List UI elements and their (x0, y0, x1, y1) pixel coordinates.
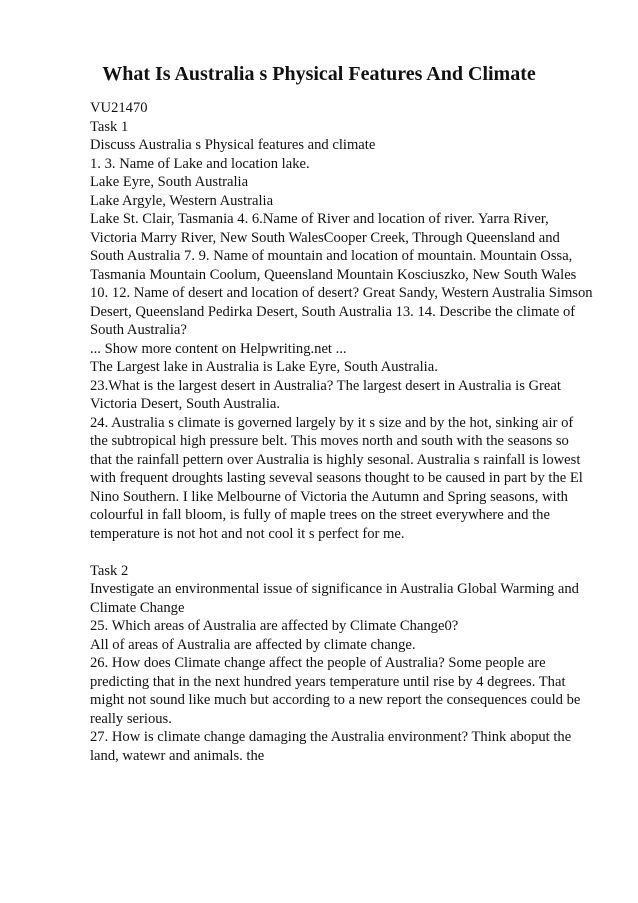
body-text-line: predicting that in the next hundred years temperature until rise by 4 degrees. That (90, 673, 566, 690)
body-text-line: the subtropical high pressure belt. This moves north and south with the seasons so (90, 433, 569, 449)
body-text-line: 26. How does Climate change affect the people of Australia? Some people are (90, 655, 546, 671)
body-text-line: Climate Change (90, 599, 185, 616)
body-text-line: 27. How is climate change damaging the Australia environment? Think aboput the (90, 729, 572, 745)
body-text-line: land, watewr and animals. the (90, 747, 265, 764)
body-text-line: Discuss Australia s Physical features and climate (90, 137, 376, 153)
body-text-line: with frequent droughts lasting seveval seasons thought to be caused in part by the El (90, 470, 583, 486)
body-text-line: 1. 3. Name of Lake and location lake. (90, 155, 310, 172)
body-text-line: 24. Australia s climate is governed largely by it s size and by the hot, sinking air of (90, 414, 574, 431)
body-text-line: Victoria Marry River, New South WalesCooper Creek, Through Queensland and (90, 229, 560, 246)
document-body (90, 99, 610, 765)
document-title: What Is Australia s Physical Features And Climate (102, 63, 536, 85)
body-text-line: South Australia? (90, 322, 187, 338)
body-text-line: Victoria Desert, South Australia. (90, 396, 281, 412)
body-text-line: VU21470 (90, 100, 148, 116)
body-text-line: Nino Southern. I like Melbourne of Victoria the Autumn and Spring seasons, with (90, 488, 568, 505)
body-text-line: Lake Argyle, Western Australia (90, 192, 274, 209)
body-text-line: All of areas of Australia are affected by climate change. (90, 636, 416, 653)
body-text-line: Task 2 (90, 562, 129, 579)
body-text-line: Task 1 (90, 118, 129, 135)
body-text-line: 10. 12. Name of desert and location of desert? Great Sandy, Western Australia Simson (90, 285, 593, 301)
body-text-line: 25. Which areas of Australia are affected by Climate Change0? (90, 618, 459, 634)
body-text-line: Investigate an environmental issue of significance in Australia Global Warming and (90, 581, 579, 597)
paragraph-gap (90, 543, 610, 562)
body-text-line: 23.What is the largest desert in Australia? The largest desert in Australia is Great (90, 377, 561, 394)
body-text-line: The Largest lake in Australia is Lake Eyre, South Australia. (90, 359, 438, 375)
body-text-line: temperature is not hot and not cool it s perfect for me. (90, 525, 405, 542)
body-text-line: Desert, Queensland Pedirka Desert, South Australia 13. 14. Describe the climate of (90, 303, 576, 320)
body-text-line: might not sound like much but according to a new report the consequences could be (90, 692, 581, 708)
body-text-line: South Australia 7. 9. Name of mountain and location of mountain. Mountain Ossa, (90, 248, 573, 264)
body-text-line: Lake Eyre, South Australia (90, 174, 249, 190)
body-text-line: ... Show more content on Helpwriting.net ... (90, 340, 347, 357)
body-text-line: colourful in fall bloom, is fully of maple trees on the street everywhere and the (90, 507, 550, 523)
body-text-line: Tasmania Mountain Coolum, Queensland Mountain Kosciuszko, New South Wales (90, 266, 577, 283)
body-text-line: Lake St. Clair, Tasmania 4. 6.Name of River and location of river. Yarra River, (90, 211, 549, 227)
body-text-line: really serious. (90, 710, 172, 727)
body-text-line: that the rainfall pettern over Australia is highly sesonal. Australia s rainfall is lowest (90, 451, 581, 468)
